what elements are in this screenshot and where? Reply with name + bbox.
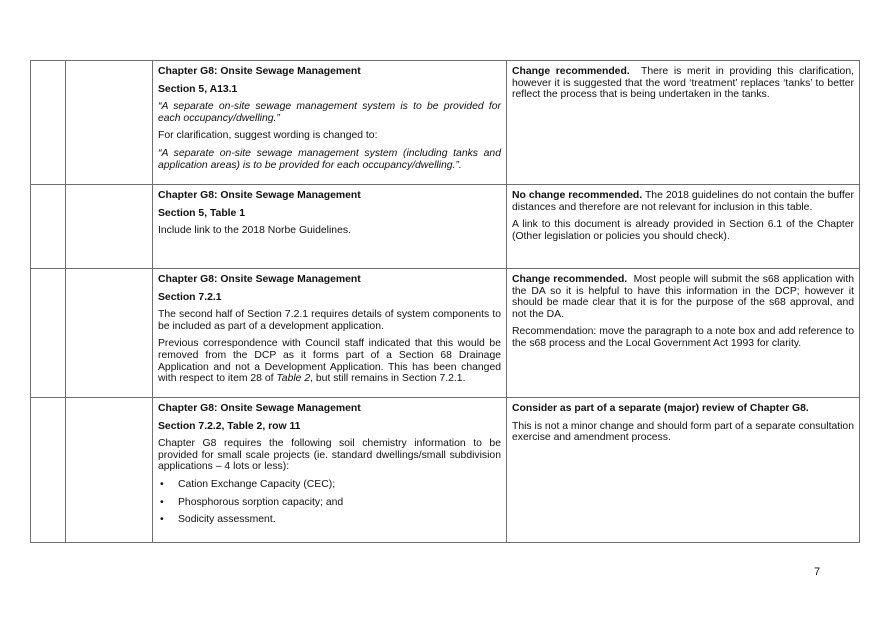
response-text: Recommendation: move the paragraph to a note box and add reference to the s68 process and the Local Government Act 1993 for clarity. <box>512 326 854 349</box>
list-item: • Phosphorous sorption capacity; and <box>158 497 501 509</box>
body-text: For clarification, suggest wording is changed to: <box>158 130 378 142</box>
submission-cell <box>153 269 507 398</box>
response-body: Most people will submit the s68 application with the DA so it is helpful to have this information in the DCP; however it should be made clear that it is for the purpose of the s68 approval, and not the DA. <box>512 274 854 320</box>
section-heading: Section 5, Table 1 <box>158 207 246 219</box>
table-row <box>31 61 860 185</box>
response-body: The 2018 guidelines do not contain the buffer distances and therefore are not relevant for inclusion in this table. <box>512 190 855 213</box>
chapter-heading: Chapter G8: Onsite Sewage Management <box>158 403 361 414</box>
section-heading: Section 7.2.1 <box>158 291 222 303</box>
blank-cell <box>31 61 66 185</box>
submissions-table <box>30 60 860 543</box>
quote-text: “A separate on-site sewage management system is to be provided for each occupancy/dwelling.” <box>158 101 501 124</box>
section-heading: Section 5, A13.1 <box>158 83 238 95</box>
response-lead: Change recommended. <box>512 274 628 285</box>
submission-cell <box>153 398 507 543</box>
list-item: • Sodicity assessment. <box>158 514 501 526</box>
chapter-heading: Chapter G8: Onsite Sewage Management <box>158 274 361 285</box>
blank-cell <box>66 398 153 543</box>
blank-cell <box>66 61 153 185</box>
response-text: This is not a minor change and should form part of a separate consultation exercise and amendment process. <box>512 420 854 444</box>
body-text: Include link to the 2018 Norbe Guidelines. <box>158 225 351 237</box>
table-row <box>31 398 860 543</box>
chapter-heading: Chapter G8: Onsite Sewage Management <box>158 66 361 77</box>
response-text <box>512 66 854 101</box>
blank-cell <box>31 269 66 398</box>
response-text <box>512 274 854 320</box>
response-lead: Consider as part of a separate (major) review of Chapter G8. <box>512 403 809 414</box>
response-body: There is merit in providing this clarification, however it is suggested that the word ‘treatment’ replaces ‘tanks’ to better reflect the process that is being undertaken in the tanks. <box>512 66 855 101</box>
blank-cell <box>66 185 153 269</box>
response-cell <box>507 61 860 185</box>
table-reference: Table 2 <box>276 373 311 385</box>
response-cell <box>507 269 860 398</box>
submission-cell <box>153 185 507 269</box>
table-row <box>31 185 860 269</box>
body-text <box>158 338 501 384</box>
blank-cell <box>66 269 153 398</box>
chapter-heading: Chapter G8: Onsite Sewage Management <box>158 190 361 201</box>
blank-cell <box>31 185 66 269</box>
bullet-list <box>158 479 501 526</box>
body-text-part: Previous correspondence with Council staff indicated that this would be removed from the DCP as it forms part of a Section 68 Drainage Application and not a Development Application. This has been changed with respect to item 28 of <box>158 338 501 385</box>
response-cell <box>507 185 860 269</box>
submission-cell <box>153 61 507 185</box>
response-text: A link to this document is already provided in Section 6.1 of the Chapter (Other legislation or policies you should check). <box>512 219 854 242</box>
response-text <box>512 190 854 213</box>
section-heading: Section 7.2.2, Table 2, row 11 <box>158 420 301 432</box>
response-lead: Change recommended. <box>512 66 630 77</box>
table-row <box>31 269 860 398</box>
response-lead: No change recommended. <box>512 190 643 201</box>
response-cell <box>507 398 860 543</box>
body-text-part: , but still remains in Section 7.2.1. <box>310 373 466 385</box>
blank-cell <box>31 398 66 543</box>
body-text: The second half of Section 7.2.1 requires details of system components to be included as part of a development application. <box>158 309 501 332</box>
list-item: • Cation Exchange Capacity (CEC); <box>158 479 501 491</box>
body-text: Chapter G8 requires the following soil chemistry information to be provided for small scale projects (ie. standard dwellings/small subdivision applications – 4 lots or less): <box>158 438 501 473</box>
quote-text: “A separate on-site sewage management system (including tanks and application areas) is to be provided for each occupancy/dwelling.”. <box>158 147 501 171</box>
page-number: 7 <box>814 566 821 578</box>
